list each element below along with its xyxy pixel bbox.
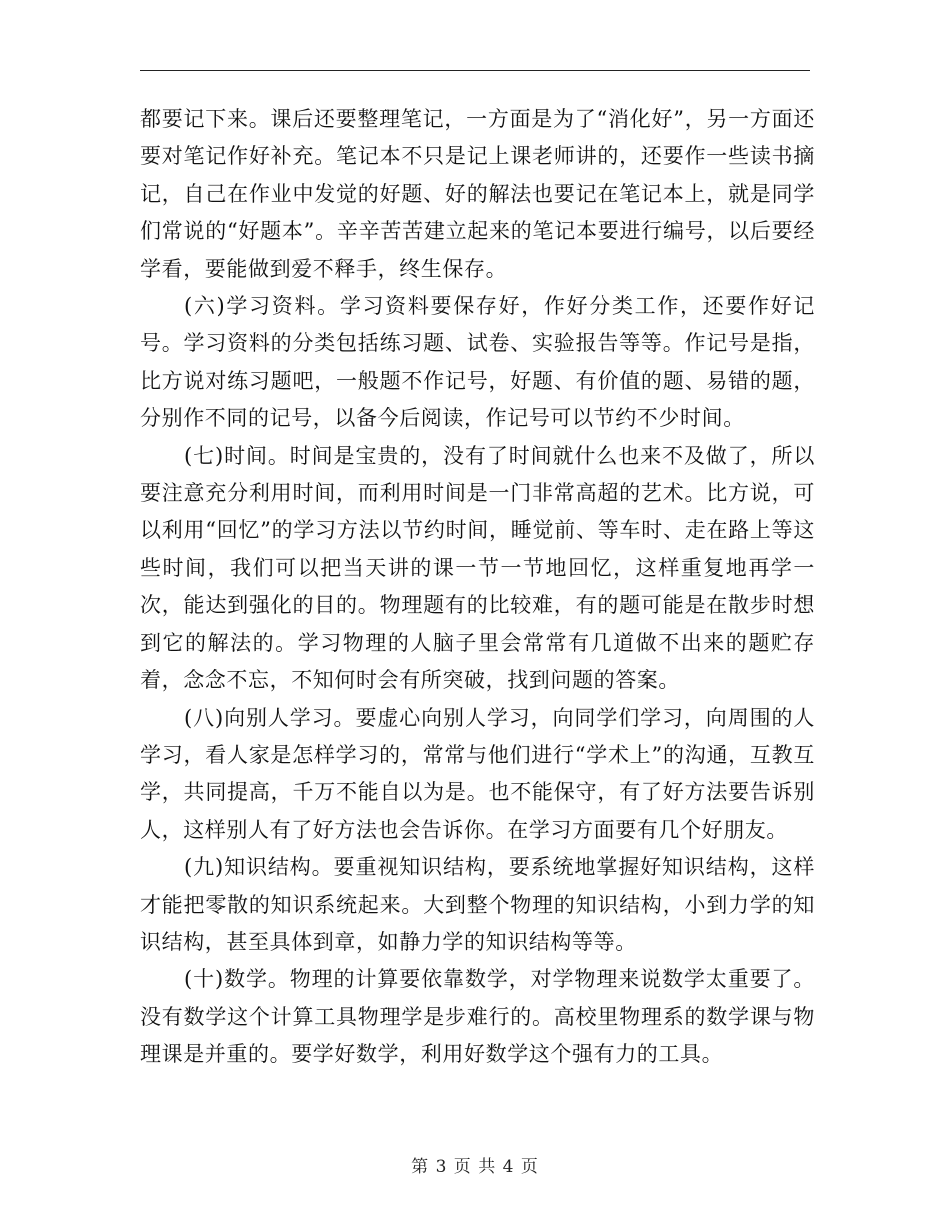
document-body <box>140 101 815 1074</box>
paragraph-knowledge-structure: (九)知识结构。要重视知识结构，要系统地掌握好知识结构，这样才能把零散的知识系统起来。大到整个物理的知识结构，小到力学的知识结构，甚至具体到章，如静力学的知识结构等等。 <box>140 855 815 954</box>
page-number-footer: 第 3 页 共 4 页 <box>411 1157 539 1177</box>
header-rule <box>140 70 810 71</box>
paragraph-study-materials: (六)学习资料。学习资料要保存好，作好分类工作，还要作好记号。学习资料的分类包括练习题、试卷、实验报告等等。作记号是指，比方说对练习题吧，一般题不作记号，好题、有价值的题、易错的题，分别作不同的记号，以备今后阅读，作记号可以节约不少时间。 <box>140 294 815 431</box>
paragraph-time: (七)时间。时间是宝贵的，没有了时间就什么也来不及做了，所以要注意充分利用时间，而利用时间是一门非常高超的艺术。比方说，可以利用“回忆”的学习方法以节约时间，睡觉前、等车时、走在路上等这些时间，我们可以把当天讲的课一节一节地回忆，这样重复地再学一次，能达到强化的目的。物理题有的比较难，有的题可能是在散步时想到它的解法的。学习物理的人脑子里会常常有几道做不出来的题贮存着，念念不忘，不知何时会有所突破，找到问题的答案。 <box>140 443 815 693</box>
paragraph-mathematics: (十)数学。物理的计算要依靠数学，对学物理来说数学太重要了。没有数学这个计算工具物理学是步难行的。高校里物理系的数学课与物理课是并重的。要学好数学，利用好数学这个强有力的工具。 <box>140 967 815 1067</box>
paragraph-learn-from-others: (八)向别人学习。要虚心向别人学习，向同学们学习，向周围的人学习，看人家是怎样学习的，常常与他们进行“学术上”的沟通，互教互学，共同提高，千万不能自以为是。也不能保守，有了好方法要告诉别人，这样别人有了好方法也会告诉你。在学习方面要有几个好朋友。 <box>140 705 815 842</box>
paragraph-notes-continued: 都要记下来。课后还要整理笔记，一方面是为了“消化好”，另一方面还要对笔记作好补充。笔记本不只是记上课老师讲的，还要作一些读书摘记，自己在作业中发觉的好题、好的解法也要记在笔记本上，就是同学们常说的“好题本”。辛辛苦苦建立起来的笔记本要进行编号，以后要经学看，要能做到爱不释手，终生保存。 <box>140 107 815 281</box>
